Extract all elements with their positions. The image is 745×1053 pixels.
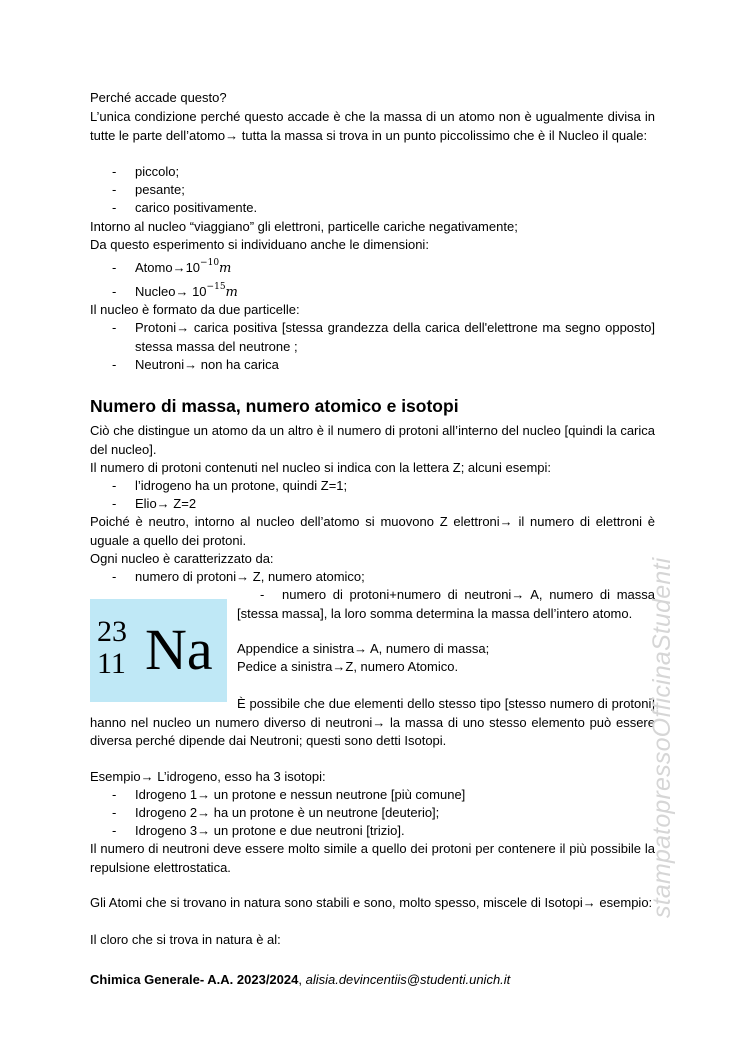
nucleus-exponent: −15 (206, 282, 226, 292)
distinguish-paragraph: Ciò che distingue un atomo da un altro è il numero di protoni all’interno del nucleo [quindi la carica del nucleo]. (90, 423, 655, 457)
unit-m: m (219, 261, 232, 276)
atomic-number: 11 (97, 647, 126, 680)
mass-number: 23 (97, 615, 127, 648)
element-symbol: Na (145, 617, 213, 682)
question-line: Perché accade questo? (90, 90, 227, 105)
list-dash: - (260, 587, 265, 602)
watermark: stampatopressoOfficinaStudenti (648, 557, 676, 918)
atom-mass-paragraph: L’unica condizione perché questo accade è che la massa di un atomo non è ugualmente divisa in tutte le parte dell’atomo→ tutta la massa si trova in un punto piccolissimo che è il Nucleo il quale: (90, 109, 655, 143)
dimensions-intro: Da questo esperimento si individuano anche le dimensioni: (90, 237, 429, 252)
electrons-line: Intorno al nucleo “viaggiano” gli elettroni, particelle cariche negativamente; (90, 219, 518, 234)
natural-isotopes-paragraph: Gli Atomi che si trovano in natura sono stabili e sono, molto spesso, miscele di Isotopi→ esempio: (90, 895, 653, 910)
author-email: alisia.devincentiis@studenti.unich.it (305, 972, 511, 987)
course-title: Chimica Generale- A.A. 2023/2024 (90, 972, 299, 987)
page-footer: Chimica Generale- A.A. 2023/2024, alisia.devincentiis@studenti.unich.it (90, 972, 511, 987)
protons-z-paragraph: Il numero di protoni contenuti nel nucleo si indica con la lettera Z; alcuni esempi: (90, 460, 552, 475)
isotopes-paragraph: È possibile che due elementi dello stesso tipo [stesso numero di protoni] hanno nel nucleo un numero diverso di neutroni→ la massa di uno stesso elemento può essere diversa perché dipende dai Neutroni; questi sono detti Isotopi. (90, 696, 655, 748)
sodium-symbol-figure (90, 599, 227, 702)
protons-text: Protoni→ carica positiva [stessa grandezza della carica dell'elettrone ma segno opposto] stessa massa del neutrone ; (135, 320, 655, 354)
neutral-paragraph: Poiché è neutro, intorno al nucleo dell’atomo si muovono Z elettroni→ il numero di elettroni è uguale a quello dei protoni. (90, 514, 655, 548)
section-heading: Numero di massa, numero atomico e isotopi (90, 396, 459, 416)
atom-exponent: −10 (200, 258, 220, 268)
nucleus-char-intro: Ogni nucleo è caratterizzato da: (90, 551, 274, 566)
subscript-line: Pedice a sinistra→Z, numero Atomico. (237, 659, 459, 674)
particles-intro: Il nucleo è formato da due particelle: (90, 302, 300, 317)
repulsion-paragraph: Il numero di neutroni deve essere molto simile a quello dei protoni per contenere il più possibile la repulsione elettrostatica. (90, 841, 655, 875)
appendix-line: Appendice a sinistra→ A, numero di massa; (237, 641, 490, 656)
mass-number-item: numero di protoni+numero di neutroni→ A, numero di massa [stessa massa], la loro somma determina la massa dell’intero atomo. (237, 587, 655, 621)
example-intro: Esempio→ L’idrogeno, esso ha 3 isotopi: (90, 769, 326, 784)
chlorine-line: Il cloro che si trova in natura è al: (90, 932, 281, 947)
unit-m: m (225, 285, 238, 300)
